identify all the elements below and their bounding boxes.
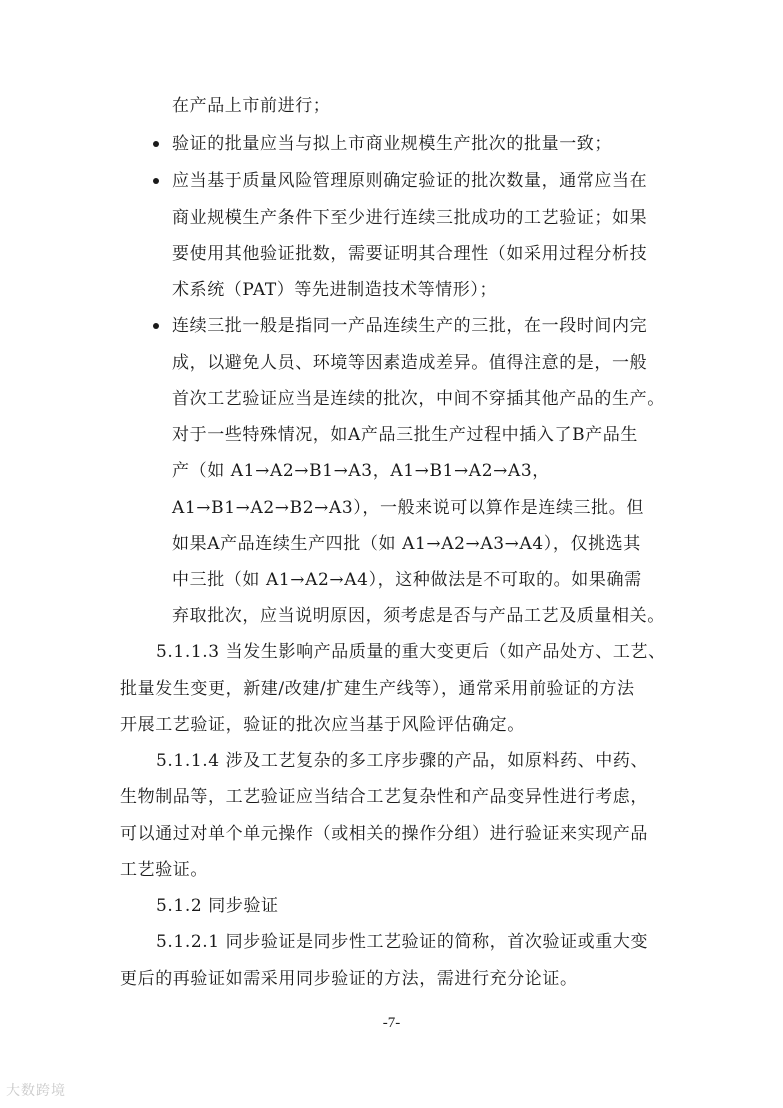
text-line: 中三批（如 A1→A2→A4），这种做法是不可取的。如果确需 [172, 570, 642, 590]
text-line: 在产品上市前进行； [172, 96, 331, 116]
bullet-icon [153, 141, 159, 147]
text-line: 术系统（PAT）等先进制造技术等情形）； [172, 280, 498, 300]
text-line: 验证的批量应当与拟上市商业规模生产批次的批量一致； [172, 134, 612, 154]
text-line: 可以通过对单个单元操作（或相关的操作分组）进行验证来实现产品 [120, 824, 648, 844]
text-line: 应当基于质量风险管理原则确定验证的批次数量，通常应当在 [172, 171, 648, 191]
text-line: 更后的再验证如需采用同步验证的方法，需进行充分论证。 [120, 969, 578, 989]
text-line: 首次工艺验证应当是连续的批次，中间不穿插其他产品的生产。 [172, 389, 665, 409]
text-line: 弃取批次，应当说明原因，须考虑是否与产品工艺及质量相关。 [172, 606, 665, 626]
text-line: 连续三批一般是指同一产品连续生产的三批，在一段时间内完 [172, 316, 648, 336]
text-line: A1→B1→A2→B2→A3），一般来说可以算作是连续三批。但 [172, 498, 644, 518]
text-line: 产（如 A1→A2→B1→A3，A1→B1→A2→A3， [172, 461, 550, 481]
text-line: 生物制品等，工艺验证应当结合工艺复杂性和产品变异性进行考虑， [120, 787, 648, 807]
section-heading: 5.1.2 同步验证 [156, 896, 279, 916]
bullet-icon [153, 323, 159, 329]
bullet-icon [153, 178, 159, 184]
text-line: 商业规模生产条件下至少进行连续三批成功的工艺验证；如果 [172, 208, 648, 228]
text-line: 对于一些特殊情况，如A产品三批生产过程中插入了B产品生 [172, 425, 638, 445]
section-paragraph-start: 5.1.1.4 涉及工艺复杂的多工序步骤的产品，如原料药、中药、 [156, 751, 649, 771]
section-paragraph-start: 5.1.2.1 同步验证是同步性工艺验证的简称，首次验证或重大变 [156, 932, 649, 952]
text-line: 成，以避免人员、环境等因素造成差异。值得注意的是，一般 [172, 353, 648, 373]
text-line: 如果A产品连续生产四批（如 A1→A2→A3→A4），仅挑选其 [172, 534, 641, 554]
text-line: 要使用其他验证批数，需要证明其合理性（如采用过程分析技 [172, 244, 648, 264]
text-line: 开展工艺验证，验证的批次应当基于风险评估确定。 [120, 715, 525, 735]
section-paragraph-start: 5.1.1.3 当发生影响产品质量的重大变更后（如产品处方、工艺、 [156, 642, 666, 662]
watermark-logo: 大数跨境 [6, 1083, 66, 1099]
page-number: -7- [382, 1015, 401, 1031]
text-line: 批量发生变更，新建/改建/扩建生产线等），通常采用前验证的方法 [120, 679, 635, 699]
text-line: 工艺验证。 [120, 860, 208, 880]
